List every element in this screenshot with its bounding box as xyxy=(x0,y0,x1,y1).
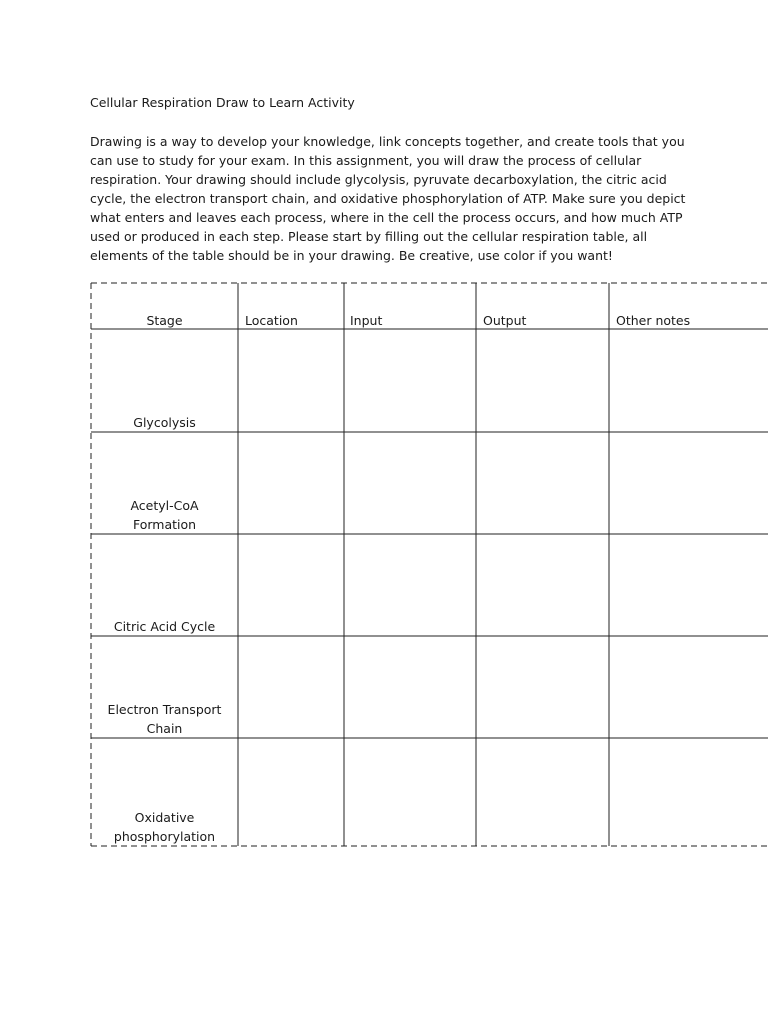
document-title: Cellular Respiration Draw to Learn Activity xyxy=(90,95,355,110)
intro-line: elements of the table should be in your drawing. Be creative, use color if you want! xyxy=(90,248,613,263)
intro-line: cycle, the electron transport chain, and oxidative phosphorylation of ATP. Make sure you depict xyxy=(90,191,686,206)
stage-electron-transport-chain xyxy=(91,700,238,738)
stage-label-line: phosphorylation xyxy=(113,829,216,844)
stage-label-line: Citric Acid Cycle xyxy=(113,619,216,634)
header-output: Output xyxy=(483,313,527,328)
stage-label-line: Chain xyxy=(146,721,183,736)
stage-label-line: Acetyl-CoA xyxy=(130,498,199,513)
stage-citric-acid-cycle xyxy=(91,617,238,636)
stage-label-line: Formation xyxy=(132,517,197,532)
header-location: Location xyxy=(245,313,298,328)
intro-line: respiration. Your drawing should include glycolysis, pyruvate decarboxylation, the citric acid xyxy=(90,172,667,187)
stage-oxidative-phosphorylation xyxy=(91,808,238,846)
header-other-notes: Other notes xyxy=(616,313,691,328)
intro-line: Drawing is a way to develop your knowledge, link concepts together, and create tools that you xyxy=(90,134,685,149)
intro-line: what enters and leaves each process, where in the cell the process occurs, and how much ATP xyxy=(90,210,683,225)
stage-label-line: Oxidative xyxy=(134,810,195,825)
header-input: Input xyxy=(350,313,383,328)
stage-label-line: Electron Transport xyxy=(107,702,222,717)
intro-line: can use to study for your exam. In this assignment, you will draw the process of cellular xyxy=(90,153,642,168)
stage-glycolysis xyxy=(91,413,238,432)
stage-label-line: Glycolysis xyxy=(133,415,196,430)
stage-acetyl-coa-formation xyxy=(91,496,238,534)
intro-line: used or produced in each step. Please start by filling out the cellular respiration table, all xyxy=(90,229,648,244)
header-stage: Stage xyxy=(146,313,183,328)
